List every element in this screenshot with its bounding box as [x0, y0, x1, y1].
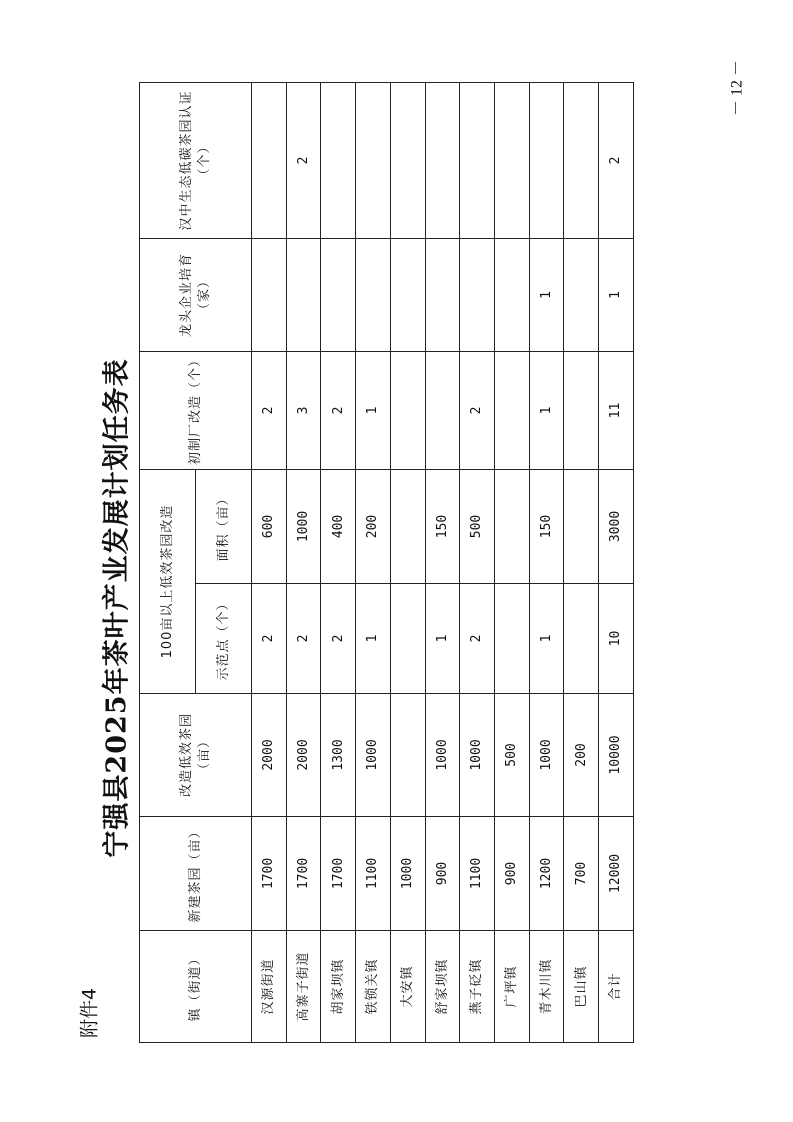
- table-row: [529, 82, 564, 1042]
- cell-demo-points: 2: [321, 584, 356, 694]
- cell-certification: [321, 82, 356, 238]
- cell-factory: [390, 351, 425, 469]
- cell-leading-enterprise: [425, 238, 460, 351]
- cell-total-new-garden: 12000: [599, 817, 634, 931]
- cell-certification: [425, 82, 460, 238]
- header-new-garden: 新建茶园（亩）: [140, 817, 252, 931]
- document-title: 宁强县2025年茶叶产业发展计划任务表: [101, 358, 133, 858]
- cell-renovate-garden: 200: [564, 694, 599, 817]
- cell-renovate-garden: 1000: [529, 694, 564, 817]
- header-leading-enterprise: 龙头企业培育（家）: [140, 238, 252, 351]
- table-total-row: [599, 82, 634, 1042]
- cell-factory: [564, 351, 599, 469]
- page-number: － 12 －: [728, 59, 746, 117]
- header-certification: 汉中生态低碳茶园认证（个）: [140, 82, 252, 238]
- task-table-container: [139, 83, 634, 1043]
- cell-renovate-garden: 1300: [321, 694, 356, 817]
- cell-area: [564, 469, 599, 583]
- cell-total-renovate-garden: 10000: [599, 694, 634, 817]
- cell-town: 铁锁关镇: [356, 931, 391, 1043]
- cell-certification: [390, 82, 425, 238]
- header-town: 镇（街道）: [140, 931, 252, 1043]
- attachment-label: 附件4: [78, 987, 101, 1039]
- cell-factory: 1: [529, 351, 564, 469]
- cell-factory: 3: [286, 351, 321, 469]
- table-row: [390, 82, 425, 1042]
- cell-area: 150: [425, 469, 460, 583]
- task-table: [139, 82, 634, 1043]
- cell-renovate-garden: 2000: [252, 694, 287, 817]
- cell-demo-points: 2: [460, 584, 495, 694]
- cell-town: 燕子砭镇: [460, 931, 495, 1043]
- cell-renovate-garden: 500: [495, 694, 530, 817]
- cell-town: 青木川镇: [529, 931, 564, 1043]
- cell-demo-points: [495, 584, 530, 694]
- cell-certification: [252, 82, 287, 238]
- cell-new-garden: 1700: [252, 817, 287, 931]
- cell-area: [390, 469, 425, 583]
- cell-factory: [425, 351, 460, 469]
- cell-town: 巴山镇: [564, 931, 599, 1043]
- cell-total-factory: 11: [599, 351, 634, 469]
- cell-renovate-garden: 1000: [460, 694, 495, 817]
- cell-leading-enterprise: 1: [529, 238, 564, 351]
- cell-leading-enterprise: [356, 238, 391, 351]
- cell-certification: [564, 82, 599, 238]
- cell-renovate-garden: 1000: [425, 694, 460, 817]
- cell-leading-enterprise: [286, 238, 321, 351]
- cell-area: 200: [356, 469, 391, 583]
- header-group-100mu: 100亩以上低效茶园改造: [140, 469, 196, 693]
- cell-town: 汉源街道: [252, 931, 287, 1043]
- cell-factory: [495, 351, 530, 469]
- table-row: [425, 82, 460, 1042]
- cell-new-garden: 1700: [321, 817, 356, 931]
- cell-area: 400: [321, 469, 356, 583]
- cell-new-garden: 1100: [460, 817, 495, 931]
- cell-demo-points: 2: [252, 584, 287, 694]
- cell-new-garden: 1000: [390, 817, 425, 931]
- header-area: 面积（亩）: [196, 469, 252, 583]
- cell-demo-points: 2: [286, 584, 321, 694]
- cell-total-leading-enterprise: 1: [599, 238, 634, 351]
- cell-area: 600: [252, 469, 287, 583]
- cell-certification: [356, 82, 391, 238]
- cell-renovate-garden: 2000: [286, 694, 321, 817]
- table-row: [356, 82, 391, 1042]
- cell-town: 舒家坝镇: [425, 931, 460, 1043]
- cell-certification: [495, 82, 530, 238]
- cell-demo-points: 1: [425, 584, 460, 694]
- cell-factory: 2: [321, 351, 356, 469]
- cell-renovate-garden: [390, 694, 425, 817]
- cell-new-garden: 1700: [286, 817, 321, 931]
- cell-demo-points: 1: [529, 584, 564, 694]
- table-row: [286, 82, 321, 1042]
- table-row: [564, 82, 599, 1042]
- cell-certification: [529, 82, 564, 238]
- cell-certification: [460, 82, 495, 238]
- cell-town: 胡家坝镇: [321, 931, 356, 1043]
- table-row: [252, 82, 287, 1042]
- table-row: [460, 82, 495, 1042]
- cell-town: 大安镇: [390, 931, 425, 1043]
- cell-factory: 2: [460, 351, 495, 469]
- table-row: [321, 82, 356, 1042]
- cell-total-label: 合计: [599, 931, 634, 1043]
- cell-new-garden: 1200: [529, 817, 564, 931]
- cell-leading-enterprise: [460, 238, 495, 351]
- cell-area: [495, 469, 530, 583]
- cell-total-demo-points: 10: [599, 584, 634, 694]
- cell-demo-points: 1: [356, 584, 391, 694]
- cell-area: 1000: [286, 469, 321, 583]
- cell-leading-enterprise: [321, 238, 356, 351]
- cell-leading-enterprise: [495, 238, 530, 351]
- cell-leading-enterprise: [564, 238, 599, 351]
- cell-leading-enterprise: [252, 238, 287, 351]
- cell-new-garden: 900: [495, 817, 530, 931]
- cell-renovate-garden: 1000: [356, 694, 391, 817]
- cell-demo-points: [564, 584, 599, 694]
- cell-new-garden: 700: [564, 817, 599, 931]
- header-factory: 初制厂改造（个）: [140, 351, 252, 469]
- cell-area: 500: [460, 469, 495, 583]
- cell-area: 150: [529, 469, 564, 583]
- cell-new-garden: 900: [425, 817, 460, 931]
- cell-total-certification: 2: [599, 82, 634, 238]
- table-row: [495, 82, 530, 1042]
- cell-factory: 2: [252, 351, 287, 469]
- cell-town: 高寨子街道: [286, 931, 321, 1043]
- header-demo-points: 示范点（个）: [196, 584, 252, 694]
- header-renovate-garden: 改造低效茶园（亩）: [140, 694, 252, 817]
- cell-new-garden: 1100: [356, 817, 391, 931]
- cell-total-area: 3000: [599, 469, 634, 583]
- cell-demo-points: [390, 584, 425, 694]
- cell-leading-enterprise: [390, 238, 425, 351]
- cell-factory: 1: [356, 351, 391, 469]
- cell-town: 广坪镇: [495, 931, 530, 1043]
- cell-certification: 2: [286, 82, 321, 238]
